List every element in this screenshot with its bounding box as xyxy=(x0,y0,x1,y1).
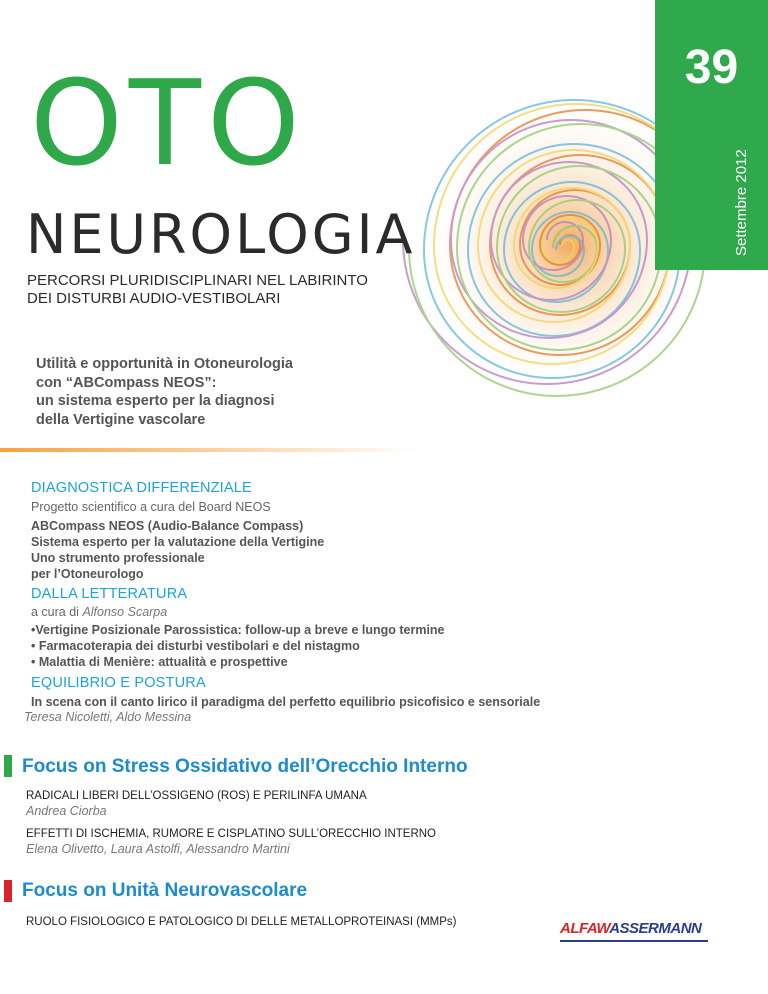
masthead-title-neurologia: NEUROLOGIA xyxy=(26,203,416,266)
issue-tab xyxy=(655,0,768,270)
letteratura-line: • Farmacoterapia dei disturbi vestibolari e del nistagmo xyxy=(31,639,360,653)
section-lines-letteratura xyxy=(31,622,445,670)
focus-stress-article-title: RADICALI LIBERI DELL’OSSIGENO (ROS) E PERILINFA UMANA xyxy=(26,790,367,802)
diagnostica-line: Uno strumento professionale xyxy=(31,551,205,565)
curator-name: Alfonso Scarpa xyxy=(82,605,168,619)
focus-neuro-title: Focus on Unità Neurovascolare xyxy=(22,880,308,901)
divider-rule xyxy=(0,448,420,452)
section-lines-diagnostica xyxy=(31,518,324,582)
focus-stress-marker xyxy=(4,755,12,777)
diagnostica-line: ABCompass NEOS (Audio-Balance Compass) xyxy=(31,519,304,533)
section-authors-equilibrio: Teresa Nicoletti, Aldo Messina xyxy=(24,710,192,724)
lead-line-3: un sistema esperto per la diagnosi xyxy=(36,393,275,409)
focus-stress-article-authors: Andrea Ciorba xyxy=(26,804,107,818)
focus-neuro-marker xyxy=(4,880,12,902)
section-curator-letteratura xyxy=(31,605,167,619)
logo-part-w: W xyxy=(596,920,610,937)
subtitle-line-2: DEI DISTURBI AUDIO-VESTIBOLARI xyxy=(27,290,281,307)
focus-stress-title: Focus on Stress Ossidativo dell’Orecchio Interno xyxy=(22,756,468,777)
logo-underline xyxy=(560,940,708,942)
section-heading-diagnostica: DIAGNOSTICA DIFFERENZIALE xyxy=(31,480,252,496)
lead-line-1: Utilità e opportunità in Otoneurologia xyxy=(36,356,293,372)
focus-neuro-article-title: RUOLO FISIOLOGICO E PATOLOGICO DI DELLE METALLOPROTEINASI (MMPs) xyxy=(26,916,457,928)
section-heading-letteratura: DALLA LETTERATURA xyxy=(31,586,188,602)
section-heading-equilibrio: EQUILIBRIO E POSTURA xyxy=(31,675,206,691)
letteratura-line: • Malattia di Menière: attualità e prospettive xyxy=(31,655,288,669)
focus-stress-article-title: EFFETTI DI ISCHEMIA, RUMORE E CISPLATINO SULL’ORECCHIO INTERNO xyxy=(26,828,437,840)
section-line-equilibrio: In scena con il canto lirico il paradigma del perfetto equilibrio psicofisico e sensoriale xyxy=(31,695,541,709)
curator-prefix: a cura di xyxy=(31,605,79,619)
lead-article xyxy=(36,355,293,429)
issue-number: 39 xyxy=(684,41,739,94)
section-subheading-diagnostica: Progetto scientifico a cura del Board NEOS xyxy=(31,500,271,514)
logo-part-alfa: ALFA xyxy=(560,920,597,937)
issue-date: Settembre 2012 xyxy=(733,149,750,256)
sponsor-logo xyxy=(560,920,701,937)
diagnostica-line: Sistema esperto per la valutazione della Vertigine xyxy=(31,535,325,549)
logo-part-rest: ASSERMANN xyxy=(609,920,702,937)
lead-line-4: della Vertigine vascolare xyxy=(36,411,206,428)
masthead-title-oto: OTO xyxy=(30,54,306,192)
diagnostica-line: per l’Otoneurologo xyxy=(31,567,144,581)
lead-line-2: con “ABCompass NEOS”: xyxy=(36,374,217,391)
letteratura-line: •Vertigine Posizionale Parossistica: follow-up a breve e lungo termine xyxy=(31,623,445,637)
masthead-subtitle xyxy=(27,272,368,308)
focus-stress-article-authors: Elena Olivetto, Laura Astolfi, Alessandro Martini xyxy=(26,842,290,856)
subtitle-line-1: PERCORSI PLURIDISCIPLINARI NEL LABIRINTO xyxy=(27,272,368,289)
